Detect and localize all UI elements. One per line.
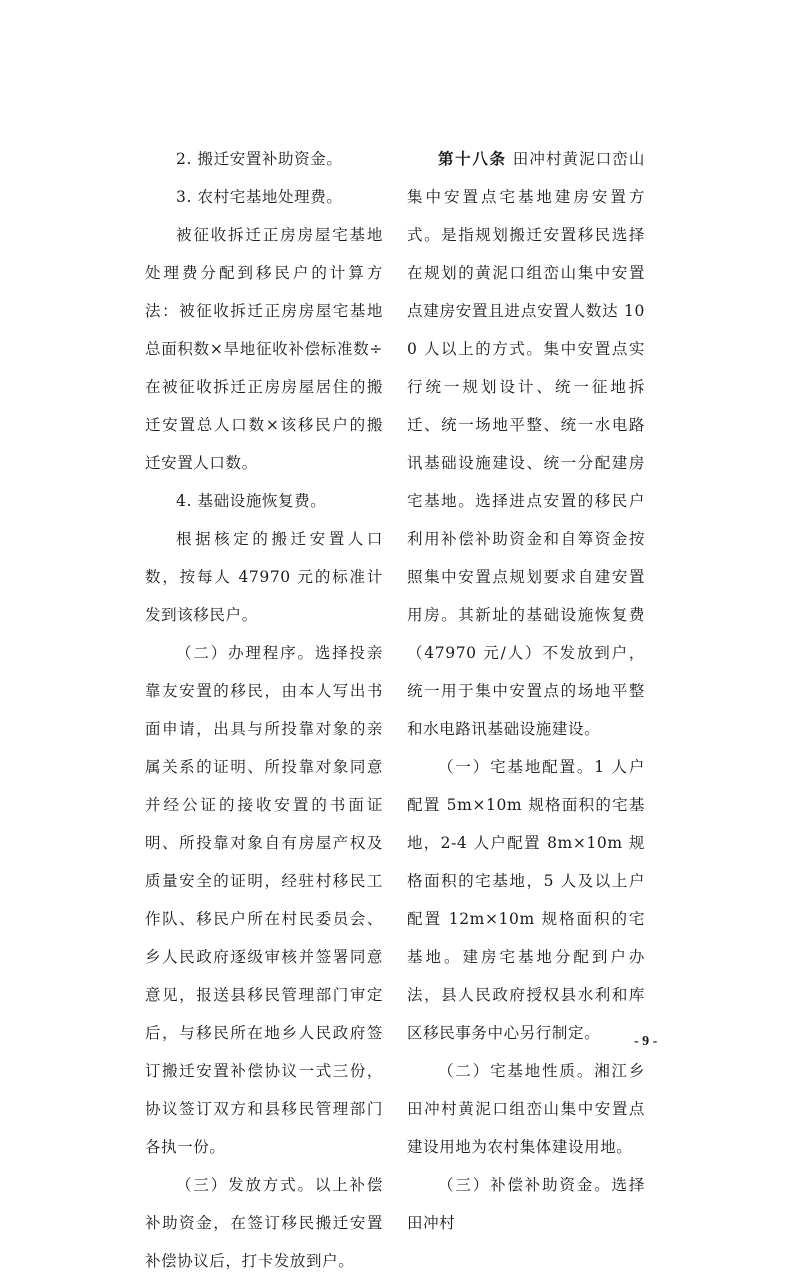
paragraph: （一）宅基地配置。1 人户配置 5m×10m 规格面积的宅基地，2-4 人户配置 8m×10m 规格面积的宅基地，5 人及以上户配置 12m×10m 规格面积的宅基地。建房宅基地分配到户办法，县人民政府授权县水利和库区移民事务中心另行制定。 xyxy=(407,758,645,1042)
article-heading: 第十八条 xyxy=(438,149,507,168)
paragraph: 4. 基础设施恢复费。 xyxy=(176,492,327,510)
paragraph: （三）发放方式。以上补偿补助资金，在签订移民搬迁安置补偿协议后，打卡发放到户。 xyxy=(145,1176,383,1270)
paragraph: 根据核定的搬迁安置人口数，按每人 47970 元的标准计发到该移民户。 xyxy=(145,530,383,624)
paragraph: 2. 搬迁安置补助资金。 xyxy=(176,150,343,168)
page-number: - 9 - xyxy=(634,1034,658,1049)
paragraph: （二）办理程序。选择投亲靠友安置的移民，由本人写出书面申请，出具与所投靠对象的亲属关系的证明、所投靠对象同意并经公证的接收安置的书面证明、所投靠对象自有房屋产权及质量安全的证明，经驻村移民工作队、移民户所在村民委员会、乡人民政府逐级审核并签署同意意见，报送县移民管理部门审定后，与移民所在地乡人民政府签订搬迁安置补偿协议一式三份，协议签订双方和县移民管理部门各执一份。 xyxy=(145,644,383,1156)
left-column xyxy=(145,140,383,1280)
paragraph: 被征收拆迁正房房屋宅基地处理费分配到移民户的计算方法：被征收拆迁正房房屋宅基地总面积数×旱地征收补偿标准数÷在被征收拆迁正房房屋居住的搬迁安置总人口数×该移民户的搬迁安置人口数。 xyxy=(145,226,383,472)
paragraph: （二）宅基地性质。湘江乡田冲村黄泥口组峦山集中安置点建设用地为农村集体建设用地。 xyxy=(407,1062,645,1156)
right-column xyxy=(407,140,645,1242)
article-text: 田冲村黄泥口峦山集中安置点宅基地建房安置方式。是指规划搬迁安置移民选择在规划的黄泥口组峦山集中安置点建房安置且进点安置人数达 100 人以上的方式。集中安置点实行统一规划设计、统一征地拆迁、统一场地平整、统一水电路讯基础设施建设、统一分配建房宅基地。选择进点安置的移民户利用补偿补助资金和自筹资金按照集中安置点规划要求自建安置用房。其新址的基础设施恢复费（47970 元/人）不发放到户，统一用于集中安置点的场地平整和水电路讯基础设施建设。 xyxy=(407,150,645,738)
paragraph: 3. 农村宅基地处理费。 xyxy=(176,188,343,206)
article-18-paragraph xyxy=(407,140,645,748)
paragraph: （三）补偿补助资金。选择田冲村 xyxy=(407,1176,645,1232)
